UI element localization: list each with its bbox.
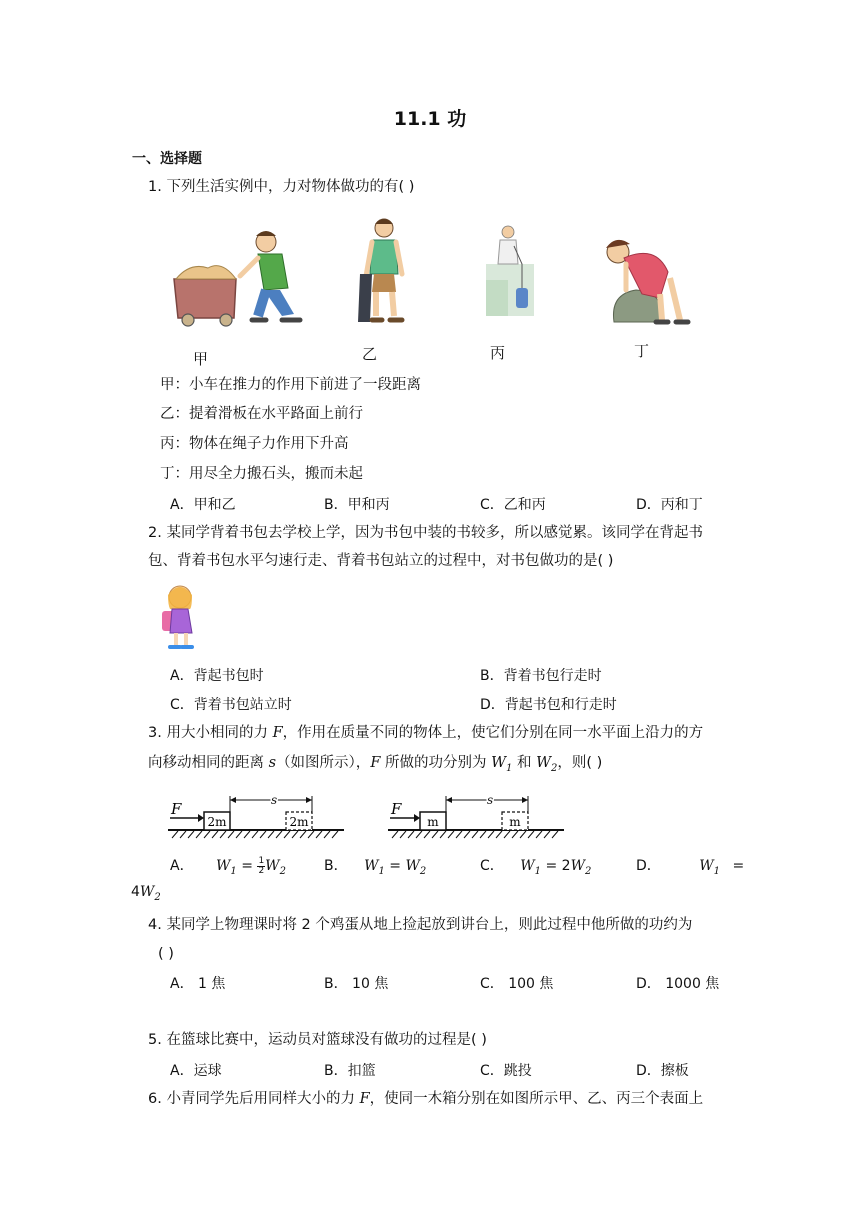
q3-symbol-F2: F: [370, 755, 381, 771]
q5-option-a[interactable]: A．运球: [170, 1063, 222, 1079]
q3-text-1b: ，作用在质量不同的物体上，使它们分别在同一水平面上沿力的方: [282, 725, 704, 741]
caption-jia: 甲: [193, 350, 209, 368]
question-3-stem-line2: [148, 753, 602, 779]
figure-girl-backpack: [156, 583, 200, 651]
q4-option-c[interactable]: C． 100 焦: [480, 976, 554, 992]
q4-option-a[interactable]: A． 1 焦: [170, 976, 226, 992]
q3-option-d[interactable]: D． $W_1$ =: [636, 858, 745, 877]
question-6-stem: [148, 1089, 703, 1109]
page-title: 11.1 功: [393, 108, 467, 130]
q2-option-d[interactable]: D．背起书包和行走时: [480, 697, 617, 713]
q3-option-d-label: D．: [636, 858, 661, 874]
q3-option-b[interactable]: B． $W_1 = W_2$: [324, 858, 427, 877]
question-2-stem-line1: 2. 某同学背着书包去学校上学，因为书包中装的书较多，所以感觉累。该同学在背起书: [148, 525, 703, 541]
q1-line-ding: 丁：用尽全力搬石头，搬而未起: [160, 466, 363, 482]
q3-fig1-dist-label: s: [271, 793, 278, 807]
q2-option-c[interactable]: C．背着书包站立时: [170, 697, 292, 713]
q2-option-b[interactable]: B．背着书包行走时: [480, 668, 602, 684]
q3-option-c-label: C．: [480, 858, 504, 874]
q4-option-b[interactable]: B． 10 焦: [324, 976, 389, 992]
q1-option-b[interactable]: B．甲和丙: [324, 497, 390, 513]
q3-fig2-mass-label-2: m: [509, 815, 521, 829]
q1-line-jia: 甲：小车在推力的作用下前进了一段距离: [160, 377, 421, 393]
q3-text-2a: 向移动相同的距离: [148, 755, 269, 771]
q3-figure-2m: [168, 790, 344, 840]
section-heading: 一、选择题: [132, 151, 202, 167]
q1-line-yi: 乙：提着滑板在水平路面上前行: [160, 406, 363, 422]
q3-fig1-mass-label: 2m: [207, 815, 227, 829]
q6-text-b: ，使同一木箱分别在如图所示甲、乙、丙三个表面上: [369, 1091, 704, 1107]
q3-option-a[interactable]: A． $W_1$ = $\frac{1}{2}$ $W_2$: [170, 855, 286, 877]
q3-symbol-F: F: [272, 725, 283, 741]
q3-symbol-s: s: [268, 755, 277, 771]
question-4-stem-line2: ( ): [158, 946, 174, 962]
q3-option-d-continued: $4W_2$: [131, 884, 161, 903]
question-5-stem: 5. 在篮球比赛中，运动员对篮球没有做功的过程是( ): [148, 1032, 487, 1048]
q3-text-2b: （如图所示），: [276, 755, 371, 771]
figure-carry-skateboard: [352, 216, 412, 328]
q3-symbol-W1: $W_1$: [491, 755, 513, 774]
figure-rope-lift: [482, 224, 538, 318]
q5-option-d[interactable]: D．擦板: [636, 1063, 689, 1079]
question-2-stem-line2: 包、背着书包水平匀速行走、背着书包站立的过程中，对书包做功的是( ): [148, 553, 614, 569]
question-4-stem-line1: 4. 某同学上物理课时将 2 个鸡蛋从地上捡起放到讲台上，则此过程中他所做的功约为: [148, 917, 693, 933]
q3-fig2-mass-label: m: [427, 815, 439, 829]
q3-fig1-mass-label-2: 2m: [289, 815, 309, 829]
q3-text-2c: 所做的功分别为: [380, 755, 492, 771]
q1-option-a[interactable]: A．甲和乙: [170, 497, 236, 513]
q3-option-c[interactable]: C． $W_1 = 2W_2$: [480, 858, 592, 877]
q3-text-2d: 和: [512, 755, 537, 771]
q4-option-d[interactable]: D． 1000 焦: [636, 976, 720, 992]
figure-cart-push: [170, 224, 310, 328]
q3-fig2-dist-label: s: [487, 793, 494, 807]
q6-symbol-F: F: [359, 1091, 370, 1107]
question-3-stem-line1: [148, 723, 703, 743]
q1-line-bing: 丙：物体在绳子力作用下升高: [160, 436, 349, 452]
figure-lift-stone: [596, 234, 692, 326]
question-1-stem: 1. 下列生活实例中，力对物体做功的有( ): [148, 179, 415, 195]
q5-option-c[interactable]: C．跳投: [480, 1063, 532, 1079]
q3-fig1-force-label: F: [171, 800, 182, 818]
q2-option-a[interactable]: A．背起书包时: [170, 668, 264, 684]
q3-figure-m: [388, 790, 564, 840]
caption-yi: 乙: [362, 345, 378, 363]
q6-text-a: 6. 小青同学先后用同样大小的力: [148, 1091, 360, 1107]
q3-symbol-W2: $W_2$: [536, 755, 558, 774]
caption-ding: 丁: [634, 342, 650, 360]
q1-option-d[interactable]: D．丙和丁: [636, 497, 703, 513]
q1-option-c[interactable]: C．乙和丙: [480, 497, 546, 513]
q5-option-b[interactable]: B．扣篮: [324, 1063, 376, 1079]
q3-fig2-force-label: F: [391, 800, 402, 818]
q3-text-1a: 3. 用大小相同的力: [148, 725, 273, 741]
q3-option-b-label: B．: [324, 858, 348, 874]
q3-option-a-label: A．: [170, 858, 194, 874]
q3-text-2e: ，则( ): [557, 755, 603, 771]
caption-bing: 丙: [490, 344, 506, 362]
